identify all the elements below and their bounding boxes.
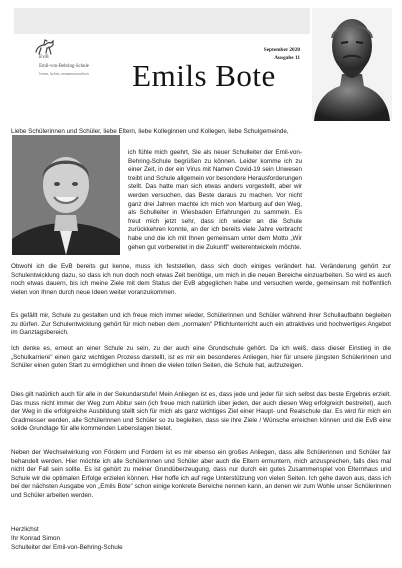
letter-greeting: Liebe Schülerinnen und Schüler, liebe Eltern, liebe Kolleginnen und Kollegen, liebe Schulgemeinde,: [11, 128, 289, 135]
issue-date: September 2020: [263, 47, 300, 53]
principal-photo: [12, 135, 120, 255]
paragraph-primary-school: Ich denke es, erneut an einer Schule zu sein, zu der auch eine Grundschule gehört. Da ich weiß, dass dieser Einstieg in die „Schulkarriere" einen ganz wichtigen Prozess darstellt, ist es mir ein besonderes Anliegen, hier für unsere jüngsten Schülerinnen und Schüler einen guten Start zu ermöglichen und ihnen die vielen tollen Seiten, die Schule hat, aufzuzeigen.: [11, 345, 391, 370]
bust-sculpture-icon: [312, 8, 392, 121]
intro-paragraph: ich fühle mich geehrt, Sie als neuer Schulleiter der Emil-von-Behring-Schule begrüßen zu können. Leider komme ich zu einer Zeit, in der ein Virus mit Namen Covid-19 sein Unwesen treibt und Schule allgemein vor besondere Herausforderungen stellt. Das hatte man sich etwas anders vorgestellt, aber wir werden versuchen, das Beste daraus zu machen. Vor nicht ganz drei Jahren machte ich mich von Marburg auf den Weg, als Schulleiter in Wiesbaden Erfahrungen zu sammeln. Es freut mich jetzt sehr, dass ich wieder an die Schule zurückkehren konnte, an der ich bereits viele Jahre verbracht habe und die ich mit Ihnen gemeinsam unter dem Motto „Wir gehen gut vorbereitet in die Zukunft" weiterentwickeln möchte.: [128, 149, 302, 251]
signature-title: Schulleiter der Emil-von-Behring-Schule: [11, 544, 123, 551]
paragraph-school-design: Es gefällt mir, Schule zu gestalten und ich freue mich immer wieder, Schülerinnen und Schüler während ihrer Schullaufbahn begleiten zu dürfen. Zur Schulentwicklung gehört für mich neben dem „normalen" Pflichtunterricht auch ein attraktives und hochwertiges Angebot im Ganztagsbereich.: [11, 312, 391, 337]
letter-closing: Herzlichst: [11, 526, 39, 533]
bust-portrait: [312, 8, 392, 121]
signature-name: Ihr Konrad Simon: [11, 535, 61, 542]
person-photo-icon: [12, 135, 120, 255]
paragraph-secondary-goals: Dies gilt natürlich auch für alle in der Sekundarstufe! Mein Anliegen ist es, dass jede und jeder für sich selbst das beste Ergebnis erzielt. Das muss nicht immer der Weg zum Abitur sein (ich freue mich natürlich über jeden, der auch diesen Weg erfolgreich bestreitet), auch der Weg in die erfolgreiche Ausbildung stellt sich für mich als ganz wichtiges Ziel einer Haupt- und Realschule dar. Es wird für mich ein Gradmesser werden, alle Schülerinnen und Schüler so zu begleiten, dass sie ihre Ziele / Wünsche erreichen können und die EvB eine solide Grundlage für alle kommenden Lebenslagen bietet.: [11, 391, 391, 433]
header-bar: [14, 8, 310, 34]
masthead-title: Emils Bote: [132, 58, 276, 93]
paragraph-fairness: Neben der Wechselwirkung von Fördern und Fordern ist es mir ebenso ein großes Anliegen, dass alle Schülerinnen und Schüler fair behandelt werden. Hier möchte ich alle Schülerinnen und Schüler aber auch die Eltern ermuntern, mich anzusprechen, falls dies mal nicht der Fall sein sollte. Es ist gehört zu meiner Grundüberzeugung, dass nur durch ein gutes Zusammenspiel von Elternhaus und Schule wir die optimalen Erfolge erzielen können. Hier hoffe ich auf rege Unterstützung von vielen Seiten. Ich gehe davon aus, dass ich bei der nächsten Ausgabe von „Emils Bote" schon einige konkrete Bereiche nennen kann, an denen wir zum Wohle unser Schülerinnen und Schüler arbeiten werden.: [11, 449, 391, 499]
logo-short: EvB: [39, 54, 49, 60]
logo-tagline: lernen, lachen, zusammenwachsen: [39, 72, 89, 76]
logo-school-name: Emil-von-Behring-Schule: [39, 64, 89, 69]
paragraph-changes: Obwohl ich die EvB bereits gut kenne, muss ich feststellen, dass sich doch einiges verändert hat. Veränderung gehört zur Schulentwicklung dazu, so dass ich nun doch noch etwas Zeit benötige, um mich in die neuen Bereiche einzuarbeiten. So wird es auch noch etwas dauern, bis ich meine Ziele mit dem Status der EvB abgeglichen habe und versuchen werde, gemeinsam mit hoffentlich vielen von Ihnen durch neue Ideen weiter voranzukommen.: [11, 263, 391, 296]
issue-number: Ausgabe 11: [274, 55, 300, 61]
